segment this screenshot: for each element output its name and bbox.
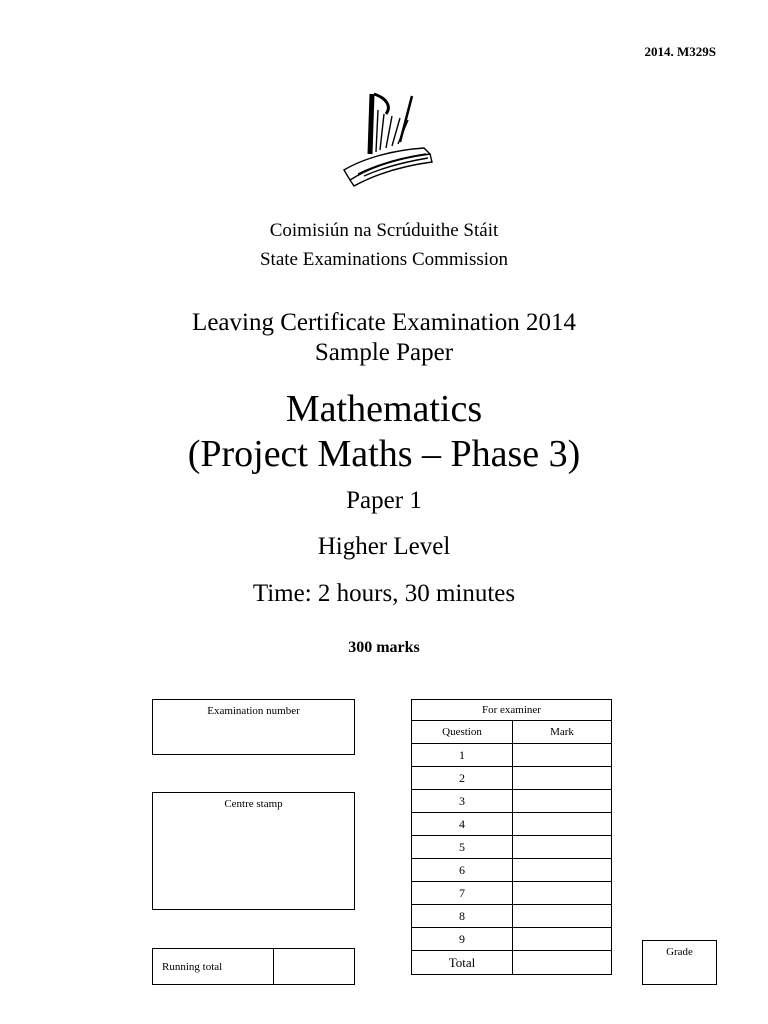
table-row (412, 836, 612, 859)
table-row (412, 882, 612, 905)
centre-stamp-label: Centre stamp (224, 798, 283, 810)
mark-cell[interactable] (513, 928, 612, 951)
paper-number: Paper 1 (346, 487, 422, 514)
running-total-box (152, 948, 355, 985)
running-total-value-cell[interactable] (274, 949, 354, 984)
mark-column-header: Mark (513, 721, 612, 744)
mark-cell[interactable] (513, 905, 612, 928)
total-row (412, 951, 612, 975)
exam-level: Higher Level (317, 533, 451, 560)
subject-title: Mathematics (285, 388, 483, 430)
table-row (412, 744, 612, 767)
mark-cell[interactable] (513, 859, 612, 882)
mark-cell[interactable] (513, 744, 612, 767)
table-row (412, 928, 612, 951)
question-column-header: Question (412, 721, 513, 744)
question-number: 5 (412, 836, 513, 859)
examination-number-box[interactable] (152, 699, 355, 755)
table-row (412, 859, 612, 882)
question-number: 7 (412, 882, 513, 905)
table-row (412, 767, 612, 790)
mark-cell[interactable] (513, 813, 612, 836)
question-number: 6 (412, 859, 513, 882)
question-number: 4 (412, 813, 513, 836)
centre-stamp-box (152, 792, 355, 910)
question-number: 9 (412, 928, 513, 951)
question-number: 8 (412, 905, 513, 928)
question-number: 1 (412, 744, 513, 767)
table-row (412, 905, 612, 928)
paper-code: 2014. M329S (644, 44, 716, 59)
exam-duration: Time: 2 hours, 30 minutes (252, 580, 516, 607)
exam-title: Leaving Certificate Examination 2014 (192, 309, 576, 336)
mark-cell[interactable] (513, 790, 612, 813)
examiner-table-title: For examiner (412, 700, 612, 721)
organization-irish-name: Coimisiún na Scrúduithe Stáit (269, 220, 499, 241)
total-label: Total (412, 951, 513, 975)
harp-logo-icon (334, 88, 434, 192)
examination-number-label: Examination number (207, 705, 300, 717)
grade-label: Grade (666, 946, 693, 958)
subject-subtitle: (Project Maths – Phase 3) (187, 433, 581, 475)
exam-subtitle: Sample Paper (314, 339, 454, 366)
examiner-marks-table (411, 699, 612, 975)
question-number: 3 (412, 790, 513, 813)
total-marks: 300 marks (348, 639, 420, 656)
question-number: 2 (412, 767, 513, 790)
total-mark-cell[interactable] (513, 951, 612, 975)
table-row (412, 790, 612, 813)
organization-english-name: State Examinations Commission (259, 249, 509, 270)
mark-cell[interactable] (513, 767, 612, 790)
grade-box (642, 940, 717, 985)
mark-cell[interactable] (513, 882, 612, 905)
running-total-label: Running total (153, 949, 274, 984)
table-row (412, 813, 612, 836)
mark-cell[interactable] (513, 836, 612, 859)
